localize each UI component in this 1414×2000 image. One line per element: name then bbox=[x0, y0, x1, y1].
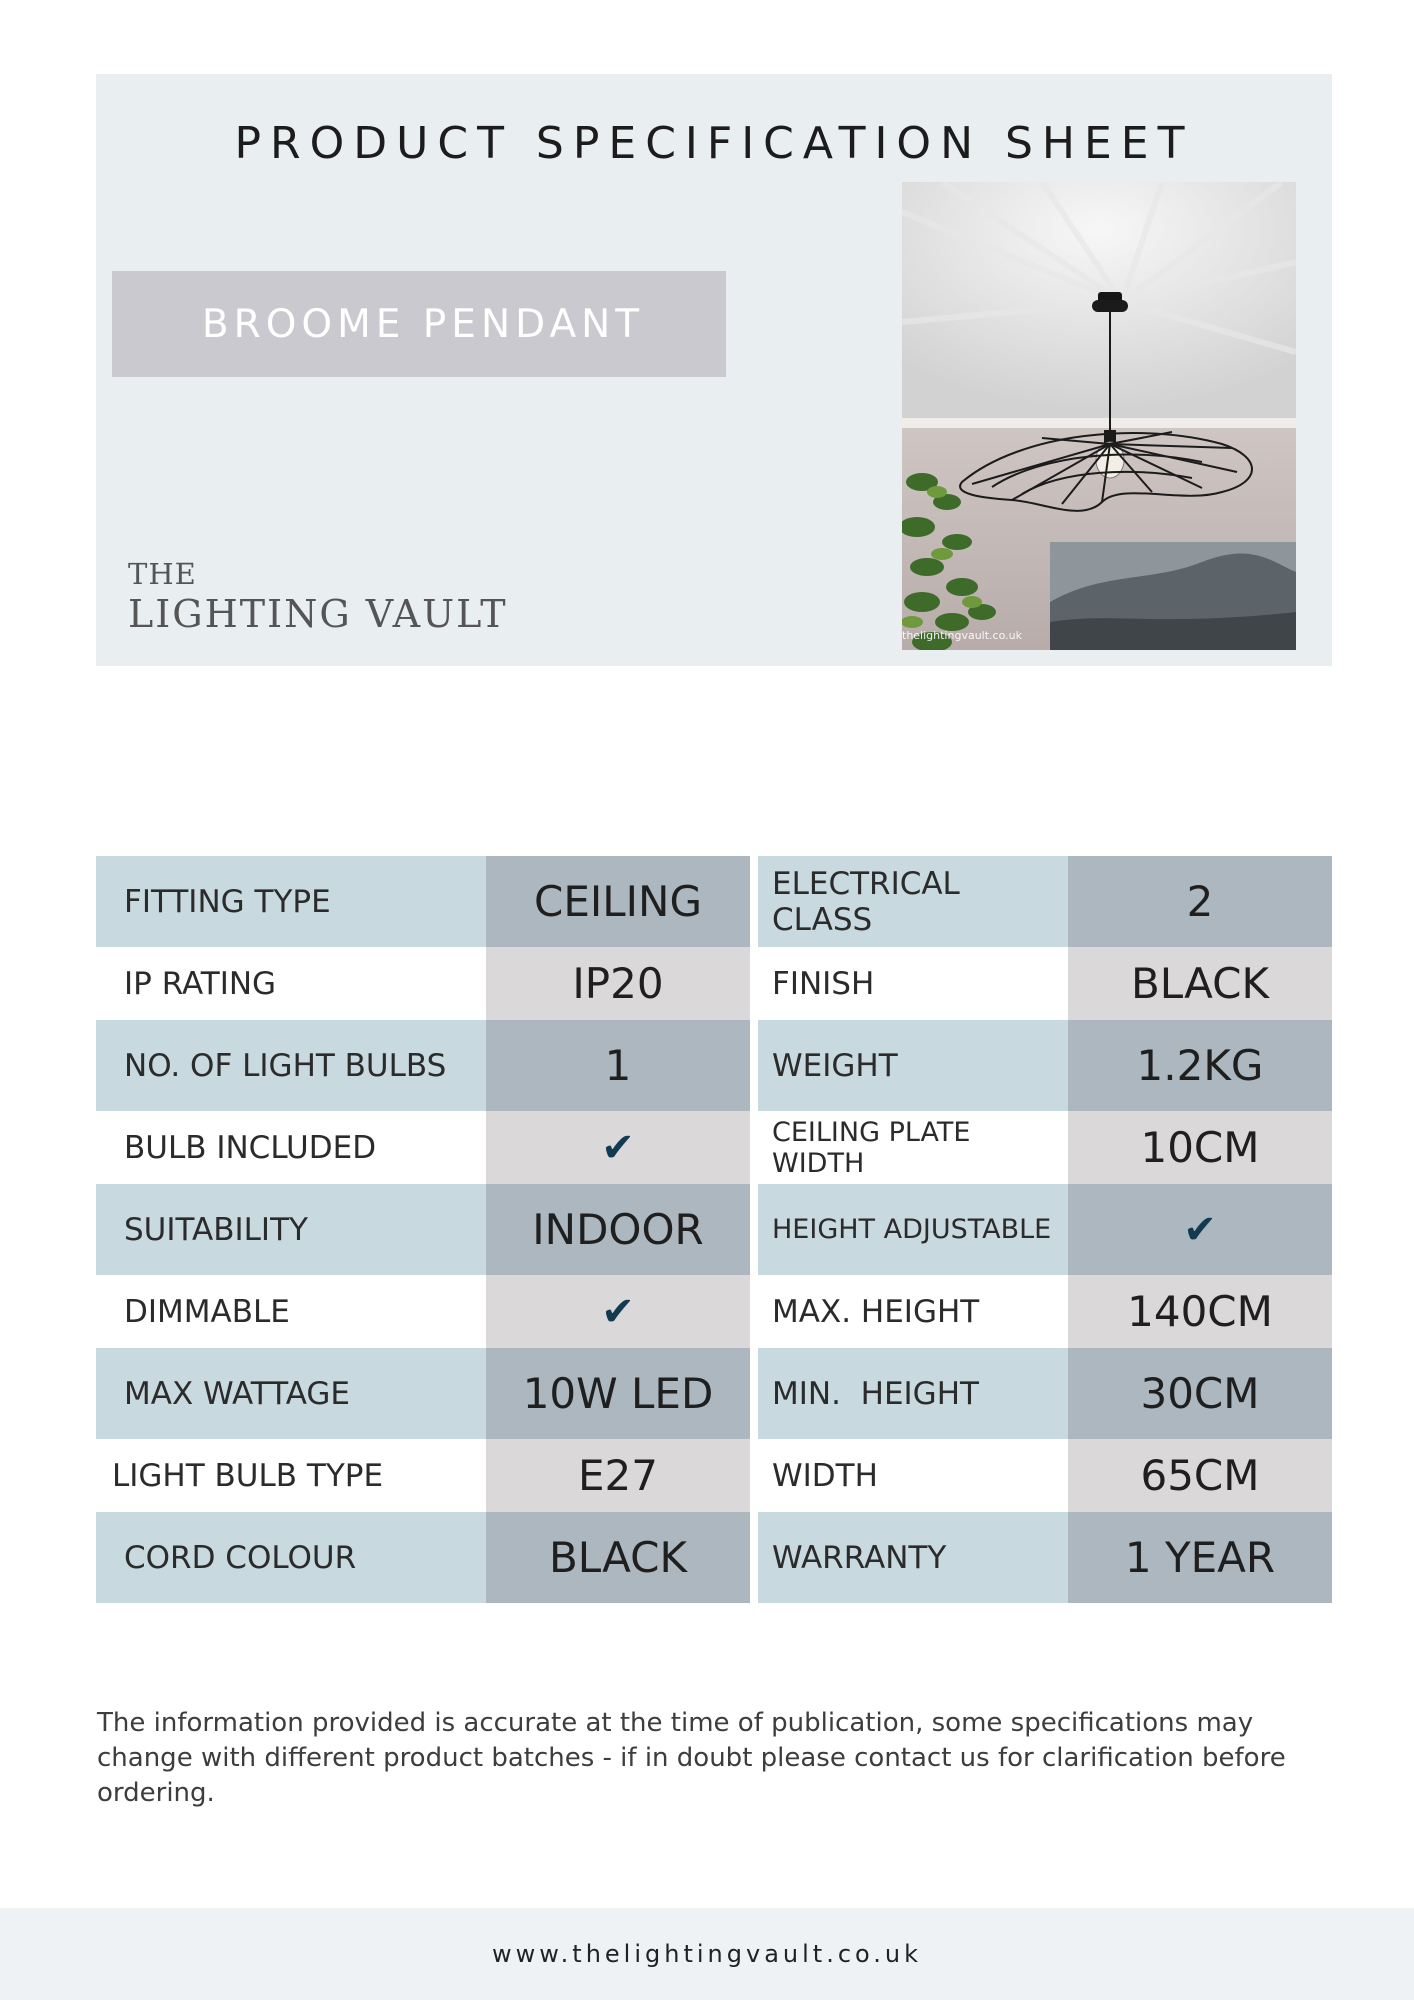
photo-watermark: thelightingvault.co.uk bbox=[902, 629, 1022, 642]
logo-line-the: THE bbox=[128, 557, 197, 591]
footer bbox=[0, 1908, 1414, 2000]
website-link[interactable]: www.thelightingvault.co.uk bbox=[491, 1940, 923, 1968]
spec-label: WEIGHT bbox=[758, 1020, 1068, 1111]
spec-label: SUITABILITY bbox=[96, 1184, 486, 1275]
spec-row-left bbox=[96, 1184, 750, 1275]
spec-row-right bbox=[758, 1275, 1332, 1348]
spec-row-left bbox=[96, 1020, 750, 1111]
spec-value: 10W LED bbox=[486, 1348, 750, 1439]
spec-value: 65CM bbox=[1068, 1439, 1332, 1512]
spec-value: 1 bbox=[486, 1020, 750, 1111]
spec-label: NO. OF LIGHT BULBS bbox=[96, 1020, 486, 1111]
spec-label: BULB INCLUDED bbox=[96, 1111, 486, 1184]
spec-row-right bbox=[758, 1348, 1332, 1439]
spec-row-left bbox=[96, 856, 750, 947]
spec-row-right bbox=[758, 1111, 1332, 1184]
spec-label: LIGHT BULB TYPE bbox=[96, 1439, 486, 1512]
spec-label: CEILING PLATE WIDTH bbox=[758, 1111, 1068, 1184]
spec-label: CORD COLOUR bbox=[96, 1512, 486, 1603]
spec-row-left bbox=[96, 1348, 750, 1439]
spec-row-right bbox=[758, 947, 1332, 1020]
spec-label: WIDTH bbox=[758, 1439, 1068, 1512]
spec-row-right bbox=[758, 856, 1332, 947]
product-name-banner bbox=[112, 271, 726, 377]
spec-value: BLACK bbox=[1068, 947, 1332, 1020]
checkmark-icon: ✔ bbox=[486, 1111, 750, 1184]
spec-value: 140CM bbox=[1068, 1275, 1332, 1348]
page-title: PRODUCT SPECIFICATION SHEET bbox=[234, 118, 1194, 169]
spec-value: CEILING bbox=[486, 856, 750, 947]
spec-label: DIMMABLE bbox=[96, 1275, 486, 1348]
spec-row-left bbox=[96, 1111, 750, 1184]
checkmark-icon: ✔ bbox=[486, 1275, 750, 1348]
spec-value: 1 YEAR bbox=[1068, 1512, 1332, 1603]
spec-row-right bbox=[758, 1184, 1332, 1275]
spec-value: BLACK bbox=[486, 1512, 750, 1603]
spec-row-left bbox=[96, 947, 750, 1020]
spec-row-right bbox=[758, 1439, 1332, 1512]
spec-row-left bbox=[96, 1439, 750, 1512]
spec-label: ELECTRICAL CLASS bbox=[758, 856, 1068, 947]
spec-label: IP RATING bbox=[96, 947, 486, 1020]
brand-logo bbox=[128, 557, 508, 636]
logo-line-name: LIGHTING VAULT bbox=[128, 592, 508, 636]
spec-row-left bbox=[96, 1512, 750, 1603]
spec-value: 2 bbox=[1068, 856, 1332, 947]
pendant-photo-illustration bbox=[902, 182, 1296, 650]
spec-label: MAX. HEIGHT bbox=[758, 1275, 1068, 1348]
spec-label: MIN. HEIGHT bbox=[758, 1348, 1068, 1439]
spec-value: 30CM bbox=[1068, 1348, 1332, 1439]
spec-value: IP20 bbox=[486, 947, 750, 1020]
spec-label: FITTING TYPE bbox=[96, 856, 486, 947]
spec-label: WARRANTY bbox=[758, 1512, 1068, 1603]
spec-row-left bbox=[96, 1275, 750, 1348]
spec-label: FINISH bbox=[758, 947, 1068, 1020]
spec-row-right bbox=[758, 1020, 1332, 1111]
product-photo bbox=[902, 182, 1296, 650]
spec-value: INDOOR bbox=[486, 1184, 750, 1275]
spec-value: E27 bbox=[486, 1439, 750, 1512]
spec-value: 1.2KG bbox=[1068, 1020, 1332, 1111]
product-name: BROOME PENDANT bbox=[201, 301, 645, 347]
spec-label: MAX WATTAGE bbox=[96, 1348, 486, 1439]
spec-value: 10CM bbox=[1068, 1111, 1332, 1184]
disclaimer-text: The information provided is accurate at the time of publication, some specifications may change with different product batches - if in doubt please contact us for clarification before ordering. bbox=[97, 1708, 1286, 1808]
checkmark-icon: ✔ bbox=[1068, 1184, 1332, 1275]
spec-label: HEIGHT ADJUSTABLE bbox=[758, 1184, 1068, 1275]
spec-row-right bbox=[758, 1512, 1332, 1603]
